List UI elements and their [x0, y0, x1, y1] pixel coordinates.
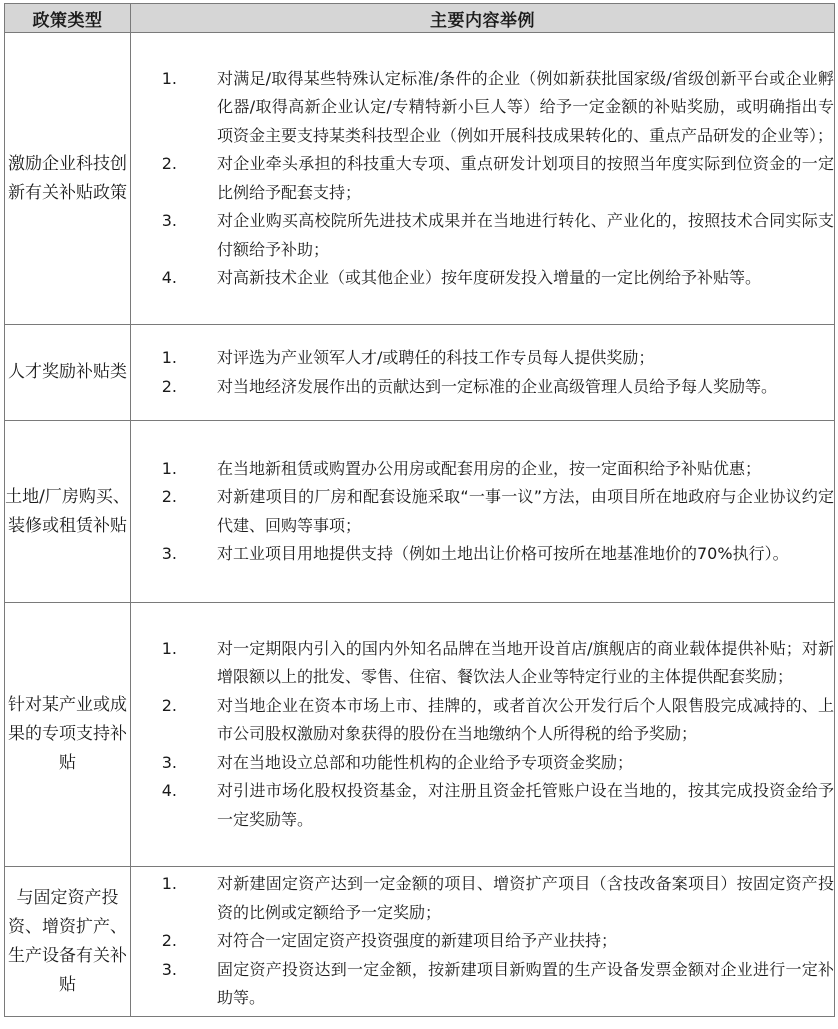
item-text: 对当地经济发展作出的贡献达到一定标准的企业高级管理人员给予每人奖励等。	[217, 376, 778, 396]
list-item	[131, 927, 834, 956]
policy-type-cell: 激励企业科技创新有关补贴政策	[5, 33, 131, 325]
content-cell	[131, 421, 835, 603]
list-item	[131, 635, 834, 692]
content-cell	[131, 603, 835, 867]
item-text: 对企业购买高校院所先进技术成果并在当地进行转化、产业化的，按照技术合同实际支付额给予补助；	[217, 211, 834, 259]
item-number: 3.	[161, 752, 177, 772]
header-main-content: 主要内容举例	[131, 4, 835, 33]
header-row	[5, 4, 835, 33]
content-cell	[131, 867, 835, 1017]
list-item	[131, 373, 834, 402]
item-number: 3.	[161, 211, 177, 230]
list-item	[131, 692, 834, 749]
item-number: 1.	[161, 874, 177, 894]
item-text: 对工业项目用地提供支持（例如土地出让价格可按所在地基准地价的70%执行）。	[217, 544, 789, 563]
item-text: 对符合一定固定资产投资强度的新建项目给予产业扶持；	[217, 931, 618, 951]
item-text: 对在当地设立总部和功能性机构的企业给予专项资金奖励；	[217, 752, 634, 772]
list-item	[131, 870, 834, 927]
item-number: 1.	[161, 458, 177, 478]
list-item	[131, 483, 834, 540]
item-text: 对当地企业在资本市场上市、挂牌的，或者首次公开发行后个人限售股完成减持的、上市公司股权激励对象获得的股份在当地缴纳个人所得税的给予奖励；	[217, 695, 834, 744]
table-row	[5, 867, 835, 1017]
item-number: 4.	[161, 781, 177, 801]
item-number: 3.	[161, 959, 177, 979]
item-number: 3.	[161, 544, 177, 563]
item-text: 对企业牵头承担的科技重大专项、重点研发计划项目的按照当年度实际到位资金的一定比例给予配套支持；	[217, 154, 834, 202]
item-text: 对评选为产业领军人才/或聘任的科技工作专员每人提供奖励；	[217, 348, 655, 367]
item-text: 对引进市场化股权投资基金，对注册且资金托管账户设在当地的，按其完成投资金给予一定奖励等。	[217, 781, 834, 829]
item-text: 在当地新租赁或购置办公用房或配套用房的企业，按一定面积给予补贴优惠；	[217, 458, 762, 478]
list-item	[131, 455, 834, 484]
list-item	[131, 749, 834, 778]
list-item	[131, 777, 834, 834]
list-item	[131, 540, 834, 569]
policy-type-cell: 针对某产业或成果的专项支持补贴	[5, 603, 131, 867]
policy-type-cell: 与固定资产投资、增资扩产、生产设备有关补贴	[5, 867, 131, 1017]
policy-type-cell: 土地/厂房购买、装修或租赁补贴	[5, 421, 131, 603]
list-item	[131, 956, 834, 1013]
item-text: 对新建固定资产达到一定金额的项目、增资扩产项目（含技改备案项目）按固定资产投资的比例或定额给予一定奖励；	[217, 874, 834, 922]
table-row	[5, 33, 835, 325]
policy-table	[4, 3, 835, 1017]
table-row	[5, 325, 835, 421]
item-number: 1.	[161, 348, 177, 367]
item-number: 1.	[161, 68, 177, 88]
item-text: 对满足/取得某些特殊认定标准/条件的企业（例如新获批国家级/省级创新平台或企业孵化器/取得高新企业认定/专精特新小巨人等）给予一定金额的补贴奖励，或明确指出专项资金主要支持某类科技型企业（例如开展科技成果转化的、重点产品研发的企业等）；	[217, 68, 834, 145]
table-row	[5, 421, 835, 603]
item-text: 对一定期限内引入的国内外知名品牌在当地开设首店/旗舰店的商业载体提供补贴；对新增限额以上的批发、零售、住宿、餐饮法人企业等特定行业的主体提供配套奖励；	[217, 638, 834, 687]
header-policy-type: 政策类型	[5, 4, 131, 33]
item-text: 对新建项目的厂房和配套设施采取“一事一议”方法，由项目所在地政府与企业协议约定代建、回购等事项；	[217, 487, 834, 535]
list-item	[131, 264, 834, 293]
item-text: 固定资产投资达到一定金额，按新建项目新购置的生产设备发票金额对企业进行一定补助等。	[217, 959, 834, 1008]
item-number: 2.	[161, 487, 177, 506]
item-number: 4.	[161, 268, 177, 287]
item-number: 2.	[161, 376, 177, 396]
list-item	[131, 150, 834, 207]
item-number: 2.	[161, 154, 177, 173]
item-number: 2.	[161, 931, 177, 951]
item-number: 2.	[161, 695, 177, 715]
item-number: 1.	[161, 638, 177, 658]
table-row	[5, 603, 835, 867]
content-cell	[131, 33, 835, 325]
list-item	[131, 65, 834, 151]
policy-type-cell: 人才奖励补贴类	[5, 325, 131, 421]
list-item	[131, 207, 834, 264]
list-item	[131, 344, 834, 373]
content-cell	[131, 325, 835, 421]
item-text: 对高新技术企业（或其他企业）按年度研发投入增量的一定比例给予补贴等。	[217, 268, 762, 287]
